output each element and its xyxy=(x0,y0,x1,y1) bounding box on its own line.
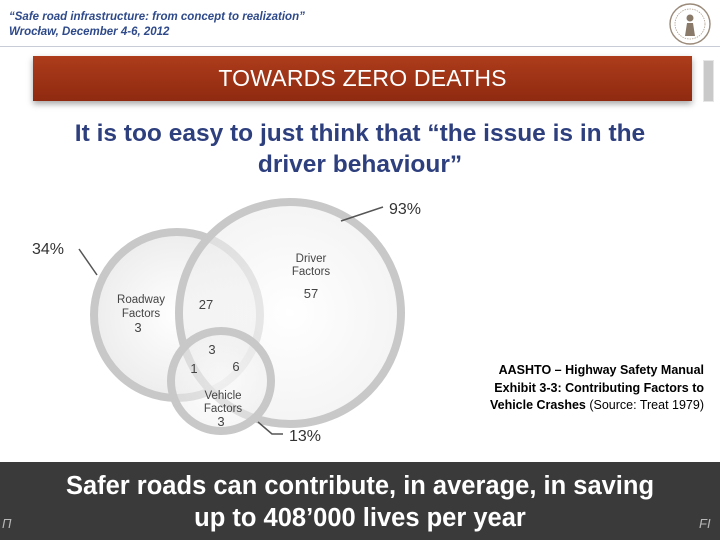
footer-edge-left: Π xyxy=(2,516,12,531)
caption-line2: Exhibit 3-3: Contributing Factors to xyxy=(494,380,704,395)
subtitle-line2: driver behaviour” xyxy=(257,151,463,178)
roadway-pointer xyxy=(79,249,97,275)
banner-title: TOWARDS ZERO DEATHS xyxy=(218,65,507,91)
caption-line1: AASHTO – Highway Safety Manual xyxy=(498,363,704,377)
overlap-driver-vehicle: 6 xyxy=(232,359,240,374)
vehicle-label-2: Factors xyxy=(203,403,243,415)
conference-title-line2: Wrocław, December 4-6, 2012 xyxy=(9,26,170,38)
roadway-label-1: Roadway xyxy=(117,294,165,306)
roadway-value: 3 xyxy=(134,320,142,335)
caption-line3-bold: Vehicle Crashes xyxy=(489,398,590,412)
footer-edge-right: FI xyxy=(699,516,711,531)
pct-driver: 93% xyxy=(389,201,422,218)
caption-source: (Source: Treat 1979) xyxy=(589,398,704,412)
figure-caption xyxy=(430,362,704,415)
overlap-roadway-vehicle: 1 xyxy=(190,361,198,376)
driver-label-1: Driver xyxy=(295,253,327,265)
pct-roadway: 34% xyxy=(32,241,65,258)
driver-value: 57 xyxy=(303,286,319,301)
overlap-all: 3 xyxy=(208,342,216,357)
roadway-label-2: Factors xyxy=(121,308,161,320)
caption-line3 xyxy=(430,397,704,415)
vehicle-value: 3 xyxy=(217,414,225,429)
overlap-driver-roadway: 27 xyxy=(198,297,214,312)
pct-vehicle: 13% xyxy=(289,428,322,445)
footer-line2: up to 408’000 lives per year xyxy=(194,504,526,532)
driver-label-2: Factors xyxy=(291,266,331,278)
subtitle-line1: It is too easy to just think that “the issue is in the xyxy=(74,120,646,147)
vehicle-label-1: Vehicle xyxy=(204,390,242,402)
footer-line1: Safer roads can contribute, in average, in saving xyxy=(65,472,655,500)
conference-title-line1: “Safe road infrastructure: from concept to realization” xyxy=(9,11,305,23)
footer-message xyxy=(0,470,720,534)
